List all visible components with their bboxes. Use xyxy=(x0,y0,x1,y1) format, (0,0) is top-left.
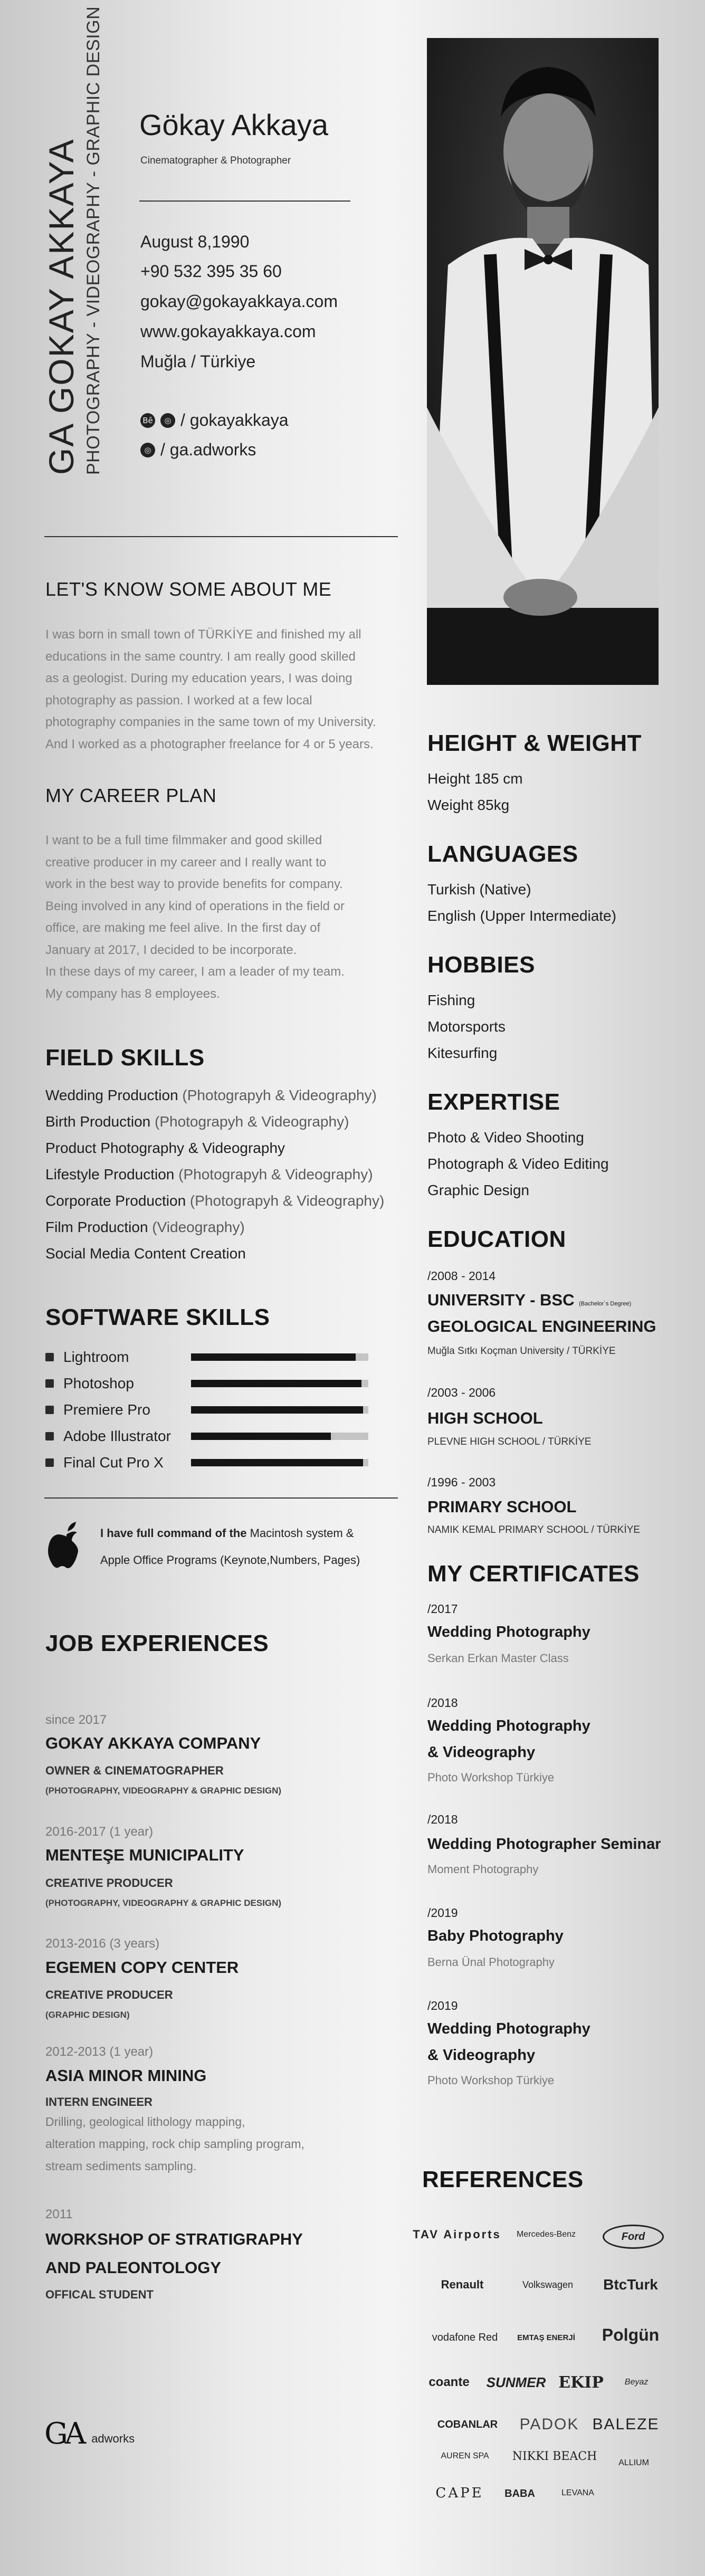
software-skill-row xyxy=(45,1426,373,1447)
logo-renault: Renault xyxy=(441,2278,484,2291)
job-company: AND PALEONTOLOGY xyxy=(45,2258,221,2277)
field-skill: Wedding Production (Photograpyh & Videography) xyxy=(45,1087,377,1103)
career-line: In these days of my career, I am a leader of my team. xyxy=(45,965,345,979)
about-line: I was born in small town of TÜRKİYE and finished my all xyxy=(45,627,361,642)
skill-level-bar xyxy=(191,1459,368,1466)
certificates-title: MY CERTIFICATES xyxy=(427,1561,640,1587)
website-link[interactable]: www.gokayakkaya.com xyxy=(140,322,316,341)
job-desc-line: stream sediments sampling. xyxy=(45,2159,197,2173)
career-text xyxy=(45,829,415,1005)
job-company: WORKSHOP OF STRATIGRAPHY xyxy=(45,2230,303,2248)
software-skill-row xyxy=(45,1373,373,1394)
education-years: /2003 - 2006 xyxy=(427,1386,496,1399)
skill-level-fill xyxy=(191,1459,363,1466)
job-company: EGEMEN COPY CENTER xyxy=(45,1958,239,1977)
skill-level-bar xyxy=(191,1406,368,1414)
logo-tav-airports: TAV Airports xyxy=(413,2228,501,2241)
certificate-org: Berna Ünal Photography xyxy=(427,1955,555,1969)
education-school: Muğla Sıtkı Koçman University / TÜRKİYE xyxy=(427,1346,616,1357)
job-role: OFFICAL STUDENT xyxy=(45,2288,154,2301)
email-link[interactable]: gokay@gokayakkaya.com xyxy=(140,292,338,311)
skill-level-fill xyxy=(191,1433,331,1440)
logo-levana: LEVANA xyxy=(561,2488,594,2497)
software-skills-title: SOFTWARE SKILLS xyxy=(45,1304,270,1330)
about-text xyxy=(45,624,415,755)
field-skill: Corporate Production (Photograpyh & Videography) xyxy=(45,1192,385,1209)
apple-note-line2: Apple Office Programs (Keynote,Numbers, Pages) xyxy=(100,1553,360,1567)
certificate-title: Wedding Photographer Seminar xyxy=(427,1836,661,1853)
certificate-year: /2018 xyxy=(427,1812,458,1826)
software-skill-label: Photoshop xyxy=(63,1375,134,1391)
app-icon xyxy=(45,1353,54,1361)
behance-icon: Bē xyxy=(140,413,155,428)
certificate-org: Photo Workshop Türkiye xyxy=(427,2074,555,2087)
job-date: 2016-2017 (1 year) xyxy=(45,1825,154,1839)
about-line: photography companies in the same town of my University. xyxy=(45,715,376,729)
footer-logo xyxy=(44,2417,135,2451)
software-skill-label: Final Cut Pro X xyxy=(63,1454,164,1471)
career-line: office, are making me feel alive. In the first day of xyxy=(45,921,321,935)
field-skill: Birth Production (Photograpyh & Videography) xyxy=(45,1113,349,1130)
apple-icon xyxy=(45,1520,88,1572)
instagram-icon: ◎ xyxy=(140,443,155,457)
logo-ekip: EKIP xyxy=(558,2373,604,2392)
tagline: Cinematographer & Photographer xyxy=(140,155,291,166)
education-degree: HIGH SCHOOL xyxy=(427,1409,543,1427)
expertise-item: Photo & Video Shooting xyxy=(427,1129,584,1146)
profile-photo xyxy=(427,38,659,685)
job-role: CREATIVE PRODUCER xyxy=(45,1876,173,1890)
logo-mercedes-benz: Mercedes-Benz xyxy=(516,2230,576,2239)
job-date: 2011 xyxy=(45,2207,73,2221)
social-handle: / ga.adworks xyxy=(160,440,256,459)
apple-note-line1: I have full command of the Macintosh system & xyxy=(100,1526,354,1540)
language-item: English (Upper Intermediate) xyxy=(427,908,616,924)
education-title: EDUCATION xyxy=(427,1226,566,1252)
software-skill-label: Premiere Pro xyxy=(63,1401,150,1418)
instagram-icon: ◎ xyxy=(160,413,175,428)
logo-auren-spa: AUREN SPA xyxy=(441,2451,489,2460)
logo-cape: CAPE xyxy=(435,2485,484,2501)
education-degree: UNIVERSITY - BSC (Bachelor`s Degree) xyxy=(427,1291,632,1309)
skill-level-fill xyxy=(191,1353,356,1361)
logo-allium: ALLIUM xyxy=(618,2458,649,2467)
skill-level-bar xyxy=(191,1353,368,1361)
hobby-item: Kitesurfing xyxy=(427,1045,498,1061)
job-note: (PHOTOGRAPHY, VIDEOGRAPHY & GRAPHIC DESIGN) xyxy=(45,1786,282,1796)
certificate-title: Wedding Photography & Videography xyxy=(427,1718,590,1761)
vertical-subtitle: PHOTOGRAPHY - VIDEOGRAPHY - GRAPHIC DESIGN xyxy=(83,6,103,475)
logo-nikki-beach: NIKKI BEACH xyxy=(512,2449,597,2463)
logo-coante: coante xyxy=(428,2375,470,2389)
about-line: And I worked as a photographer freelance for 4 or 5 years. xyxy=(45,737,374,751)
vertical-name: GA GOKAY AKKAYA xyxy=(42,138,81,475)
education-school: PLEVNE HIGH SCHOOL / TÜRKİYE xyxy=(427,1436,592,1447)
certificate-org: Moment Photography xyxy=(427,1863,539,1876)
section-divider xyxy=(44,1497,398,1499)
logo-ford: Ford xyxy=(603,2225,664,2249)
education-years: /2008 - 2014 xyxy=(427,1269,496,1283)
hobby-item: Fishing xyxy=(427,992,475,1008)
job-desc-line: Drilling, geological lithology mapping, xyxy=(45,2115,245,2129)
about-line: photography as passion. I worked at a few local xyxy=(45,693,312,708)
job-company: MENTEŞE MUNICIPALITY xyxy=(45,1846,244,1864)
adworks-text: adworks xyxy=(91,2432,135,2445)
header-divider xyxy=(139,201,350,202)
languages-title: LANGUAGES xyxy=(427,841,578,867)
software-skill-row xyxy=(45,1347,373,1368)
job-company: ASIA MINOR MINING xyxy=(45,2066,207,2085)
certificate-year: /2017 xyxy=(427,1602,458,1616)
career-line: I want to be a full time filmmaker and good skilled xyxy=(45,833,322,847)
field-skill: Social Media Content Creation xyxy=(45,1245,246,1262)
field-skill: Lifestyle Production (Photograpyh & Videography) xyxy=(45,1166,373,1182)
logo-polgun: Polgün xyxy=(602,2325,660,2344)
weight: Weight 85kg xyxy=(427,797,510,813)
logo-btcturk: BtcTurk xyxy=(603,2276,658,2293)
field-skill: Film Production (Videography) xyxy=(45,1219,245,1235)
certificate-title: Baby Photography xyxy=(427,1928,564,1944)
field-skills-title: FIELD SKILLS xyxy=(45,1045,205,1071)
expertise-title: EXPERTISE xyxy=(427,1089,560,1115)
social-behance-instagram[interactable] xyxy=(140,411,289,430)
certificate-org: Photo Workshop Türkiye xyxy=(427,1771,555,1784)
about-line: as a geologist. During my education years, I was doing xyxy=(45,671,352,685)
app-icon xyxy=(45,1379,54,1388)
skill-level-fill xyxy=(191,1406,363,1414)
certificate-title: Wedding Photography & Videography xyxy=(427,2020,590,2064)
logo-sunmer: SUNMER xyxy=(486,2374,546,2390)
skill-level-bar xyxy=(191,1433,368,1440)
logo-emtas-enerji: EMTAŞ ENERJİ xyxy=(517,2333,575,2342)
software-skill-label: Adobe Illustrator xyxy=(63,1428,171,1444)
phone-number: +90 532 395 35 60 xyxy=(140,262,282,281)
career-line: My company has 8 employees. xyxy=(45,986,220,1001)
software-skill-row xyxy=(45,1399,373,1420)
job-description xyxy=(45,2111,304,2177)
ga-mark: GA xyxy=(44,2417,83,2451)
job-date: since 2017 xyxy=(45,1713,107,1727)
location: Muğla / Türkiye xyxy=(140,352,256,371)
job-date: 2013-2016 (3 years) xyxy=(45,1936,160,1951)
job-note: (PHOTOGRAPHY, VIDEOGRAPHY & GRAPHIC DESIGN) xyxy=(45,1898,282,1908)
hobbies-title: HOBBIES xyxy=(427,952,535,978)
hobby-item: Motorsports xyxy=(427,1018,506,1035)
logo-cobanlar: COBANLAR xyxy=(437,2418,498,2430)
app-icon xyxy=(45,1432,54,1440)
certificate-year: /2019 xyxy=(427,1999,458,2012)
logo-volkswagen: Volkswagen xyxy=(522,2279,574,2290)
job-note: (GRAPHIC DESIGN) xyxy=(45,2010,130,2020)
software-skill-label: Lightroom xyxy=(63,1349,129,1365)
logo-vodafone-red: vodafone Red xyxy=(432,2331,498,2343)
height: Height 185 cm xyxy=(427,770,523,787)
height-weight-title: HEIGHT & WEIGHT xyxy=(427,730,642,756)
about-title: LET'S KNOW SOME ABOUT ME xyxy=(45,578,332,600)
logo-baleze: BALEZE xyxy=(592,2416,660,2433)
job-desc-line: alteration mapping, rock chip sampling program, xyxy=(45,2137,304,2151)
social-handle: / gokayakkaya xyxy=(180,411,289,430)
job-role: CREATIVE PRODUCER xyxy=(45,1988,173,2001)
references-title: REFERENCES xyxy=(422,2167,584,2192)
education-years: /1996 - 2003 xyxy=(427,1475,496,1489)
career-line: work in the best way to provide benefits for company. xyxy=(45,877,343,891)
logo-beyaz: Beyaz xyxy=(624,2378,649,2387)
job-company: GOKAY AKKAYA COMPANY xyxy=(45,1734,261,1752)
job-date: 2012-2013 (1 year) xyxy=(45,2045,154,2059)
career-line: Being involved in any kind of operations in the field or xyxy=(45,899,345,913)
skill-level-fill xyxy=(191,1380,361,1387)
app-icon xyxy=(45,1406,54,1414)
education-degree: PRIMARY SCHOOL xyxy=(427,1497,577,1516)
software-skill-row xyxy=(45,1452,373,1473)
career-title: MY CAREER PLAN xyxy=(45,785,217,806)
certificate-year: /2019 xyxy=(427,1906,458,1920)
job-role: OWNER & CINEMATOGRAPHER xyxy=(45,1764,224,1777)
logo-baba: BABA xyxy=(504,2487,535,2499)
jobs-title: JOB EXPERIENCES xyxy=(45,1630,269,1656)
education-field: GEOLOGICAL ENGINEERING xyxy=(427,1317,656,1335)
about-line: educations in the same country. I am really good skilled xyxy=(45,649,356,664)
section-divider xyxy=(44,536,398,537)
education-school: NAMIK KEMAL PRIMARY SCHOOL / TÜRKİYE xyxy=(427,1524,640,1535)
logo-padok: PADOK xyxy=(519,2416,579,2433)
app-icon xyxy=(45,1458,54,1467)
expertise-item: Graphic Design xyxy=(427,1182,529,1198)
career-line: January at 2017, I decided to be incorporate. xyxy=(45,942,297,957)
social-instagram[interactable] xyxy=(140,440,256,460)
vertical-brand xyxy=(41,6,110,475)
certificate-title: Wedding Photography xyxy=(427,1624,590,1640)
certificate-org: Serkan Erkan Master Class xyxy=(427,1652,569,1665)
full-name: Gökay Akkaya xyxy=(139,108,328,141)
language-item: Turkish (Native) xyxy=(427,881,531,898)
job-role: INTERN ENGINEER xyxy=(45,2095,153,2108)
career-line: creative producer in my career and I really want to xyxy=(45,855,327,870)
certificate-year: /2018 xyxy=(427,1696,458,1710)
expertise-item: Photograph & Video Editing xyxy=(427,1156,609,1172)
field-skill: Product Photography & Videography xyxy=(45,1140,285,1156)
birth-date: August 8,1990 xyxy=(140,232,250,251)
skill-level-bar xyxy=(191,1380,368,1387)
